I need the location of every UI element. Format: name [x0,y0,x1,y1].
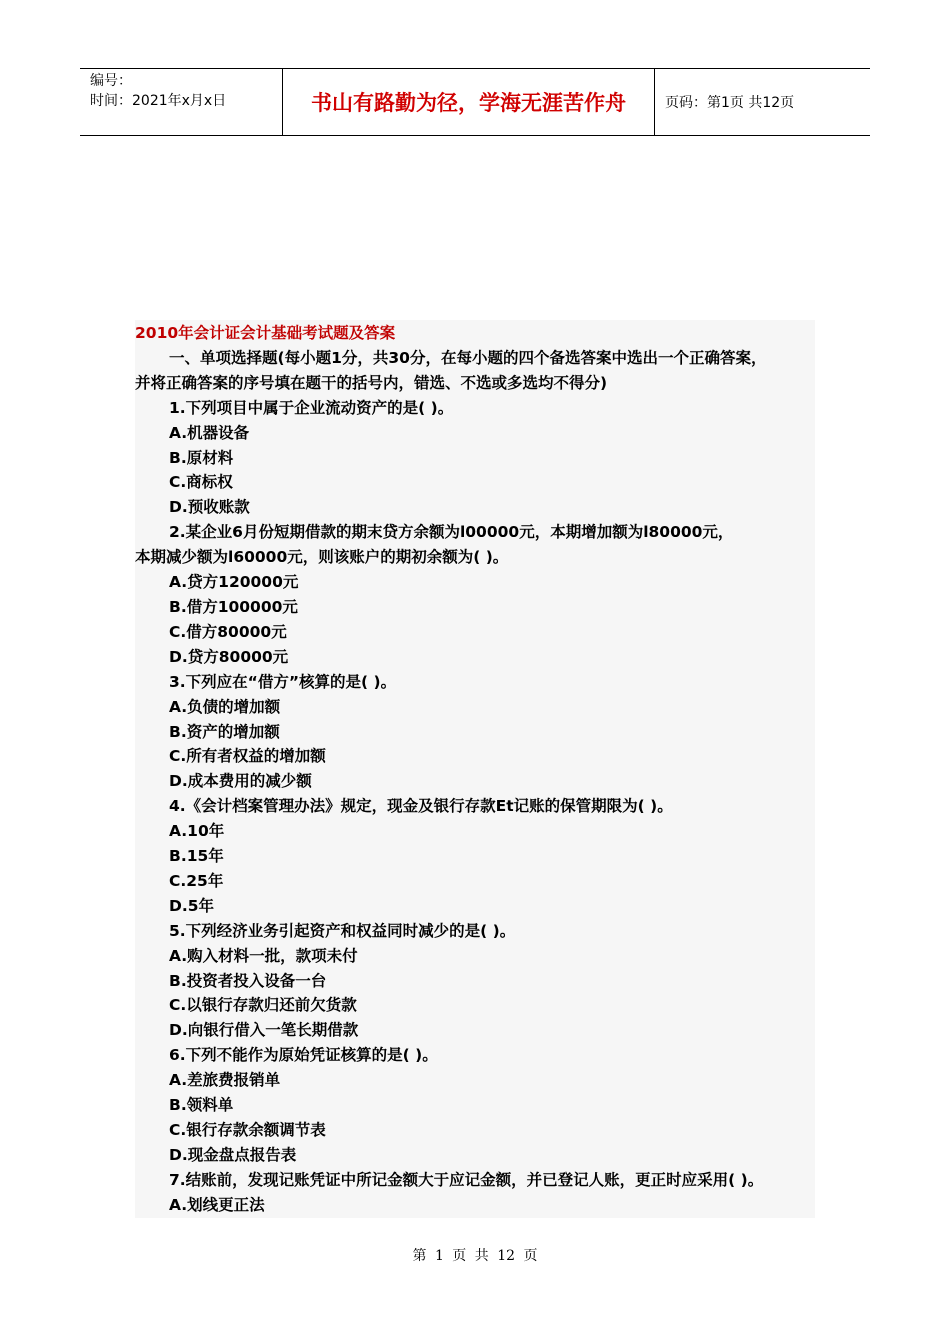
option-6c: C.银行存款余额调节表 [169,1121,326,1139]
header-meta [80,69,282,135]
document-number-label: 编号： [90,73,132,89]
question-7: 7.结账前，发现记账凭证中所记金额大于应记金额，并已登记人账，更正时应采用( )。 [169,1170,764,1189]
option-4c: C.25年 [169,871,224,890]
document-title: 2010年会计证会计基础考试题及答案 [135,324,396,342]
question-5: 5.下列经济业务引起资产和权益同时减少的是( )。 [169,921,516,940]
question-3: 3.下列应在“借方”核算的是( )。 [169,672,397,691]
option-4b: B.15年 [169,847,224,866]
option-3d: D.成本费用的减少额 [169,772,312,791]
option-6b: B.领料单 [169,1096,234,1115]
document-date-label: 时间：2021年x月x日 [90,93,227,109]
question-1: 1.下列项目中属于企业流动资产的是( )。 [169,398,454,417]
question-2-cont: 本期减少额为l60000元，则该账户的期初余额为( )。 [135,548,509,567]
option-2b: B.借方100000元 [169,597,298,616]
question-6: 6.下列不能作为原始凭证核算的是( )。 [169,1046,438,1065]
option-3b: B.资产的增加额 [169,722,280,741]
option-6d: D.现金盘点报告表 [169,1145,297,1164]
option-5b: B.投资者投入设备一台 [169,971,327,990]
option-1b: B.原材料 [169,448,234,467]
question-4: 4.《会计档案管理办法》规定，现金及银行存款Et记账的保管期限为( )。 [169,797,673,816]
header-motto: 书山有路勤为径，学海无涯苦作舟 [282,69,655,135]
option-3c: C.所有者权益的增加额 [169,747,326,766]
option-4d: D.5年 [169,896,215,915]
option-2d: D.贷方80000元 [169,647,289,666]
option-5c: C.以银行存款归还前欠货款 [169,996,357,1015]
option-6a: A.差旅费报销单 [169,1071,281,1090]
option-1c: C.商标权 [169,473,233,492]
page-footer: 第 1 页 共 12 页 [412,1248,538,1264]
option-7a: A.划线更正法 [169,1195,265,1214]
question-2: 2.某企业6月份短期借款的期末贷方余额为l00000元，本期增加额为l80000元， [169,523,734,542]
option-2a: A.贷方120000元 [169,573,299,592]
option-3a: A.负债的增加额 [169,697,281,716]
option-1d: D.预收账款 [169,498,250,517]
option-1a: A.机器设备 [169,423,250,442]
exam-content [135,320,815,1218]
page-header [80,68,870,136]
option-5d: D.向银行借入一笔长期借款 [169,1021,359,1040]
option-5a: A.购入材料一批，款项未付 [169,946,358,965]
option-2c: C.借方80000元 [169,622,287,641]
header-page-number: 页码：第1页 共12页 [665,95,795,111]
section-instructions: 一、单项选择题(每小题1分，共30分，在每小题的四个备选答案中选出一个正确答案， [169,348,767,367]
section-instructions-cont: 并将正确答案的序号填在题干的括号内，错选、不选或多选均不得分) [135,373,608,392]
option-4a: A.10年 [169,822,225,841]
